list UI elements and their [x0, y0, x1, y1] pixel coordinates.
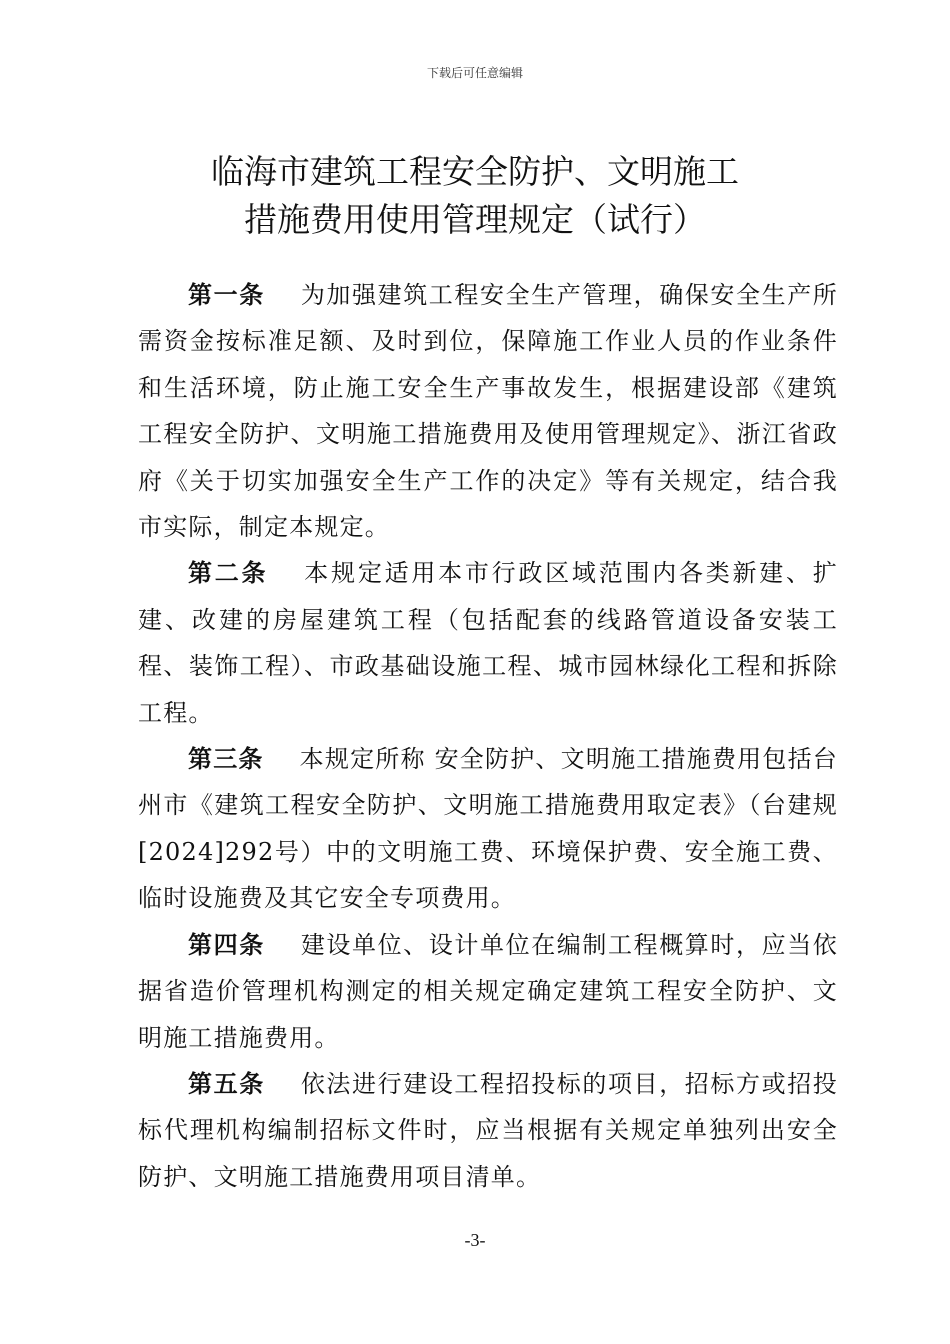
article-text: 为加强建筑工程安全生产管理，确保安全生产所需资金按标准足额、及时到位，保障施工作业人员的作业条件和生活环境，防止施工安全生产事故发生，根据建设部《建筑工程安全防护、文明施工措施费用及使用管理规定》、浙江省政府《关于切实加强安全生产工作的决定》等有关规定，结合我市实际，制定本规定。 [138, 281, 838, 542]
article-3 [138, 736, 838, 922]
page-number: -3- [464, 1230, 486, 1250]
article-text: 建设单位、设计单位在编制工程概算时，应当依据省造价管理机构测定的相关规定确定建筑工程安全防护、文明施工措施费用。 [138, 930, 838, 1052]
document-title [0, 148, 950, 244]
document-body [138, 272, 838, 1200]
article-4 [138, 922, 838, 1061]
article-1 [138, 272, 838, 550]
article-label: 第一条 [188, 281, 265, 309]
article-text: 本规定所称 安全防护、文明施工措施费用包括台州市《建筑工程安全防护、文明施工措施费用取定表》（台建规[2024]292号）中的文明施工费、环境保护费、安全施工费、临时设施费及其它安全专项费用。 [138, 745, 838, 913]
title-line-1: 临海市建筑工程安全防护、文明施工 [211, 152, 739, 191]
article-label: 第四条 [188, 930, 265, 959]
article-5 [138, 1061, 838, 1200]
article-text: 本规定适用本市行政区域范围内各类新建、扩建、改建的房屋建筑工程（包括配套的线路管道设备安装工程、装饰工程）、市政基础设施工程、城市园林绿化工程和拆除工程。 [138, 559, 838, 727]
article-label: 第五条 [188, 1069, 265, 1098]
article-2 [138, 550, 838, 736]
title-line-2: 措施费用使用管理规定（试行） [244, 200, 706, 239]
header-note: 下载后可任意编辑 [426, 66, 523, 80]
article-label: 第三条 [188, 745, 264, 774]
article-label: 第二条 [188, 559, 269, 588]
article-text: 依法进行建设工程招投标的项目，招标方或招投标代理机构编制招标文件时，应当根据有关规定单独列出安全防护、文明施工措施费用项目清单。 [138, 1069, 838, 1191]
